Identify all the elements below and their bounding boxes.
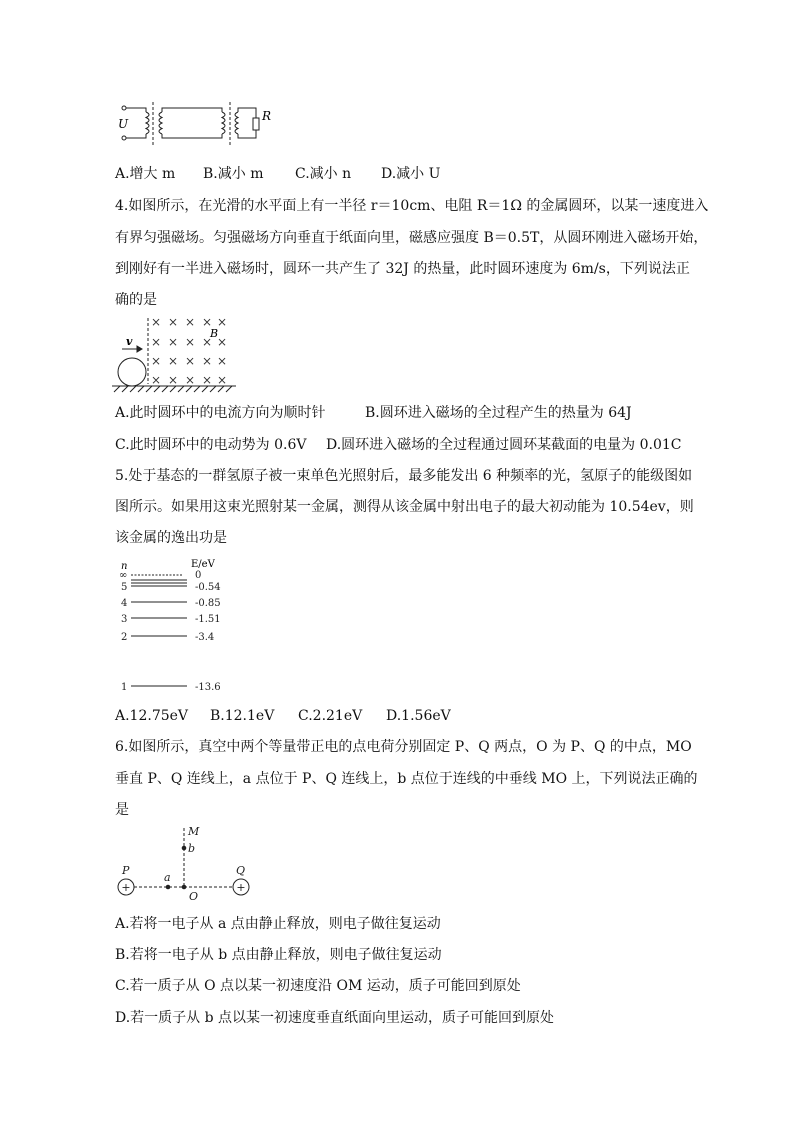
wire xyxy=(238,108,256,118)
wire xyxy=(126,108,146,112)
q4-option-d[interactable]: D.圆环进入磁场的全过程通过圆环某截面的电量为 0.01C xyxy=(326,437,682,453)
svg-text:×: × xyxy=(184,315,196,329)
plus-sign-p: + xyxy=(121,881,131,894)
svg-text:×: × xyxy=(216,335,228,349)
level-n-4: 4 xyxy=(121,598,128,609)
q5-stem-line: 图所示。如果用这束光照射某一金属，测得从该金属中射出电子的最大初动能为 10.54ev，则 xyxy=(115,499,694,515)
svg-text:×: × xyxy=(201,315,213,329)
plus-sign-q: + xyxy=(236,881,246,894)
arrowhead xyxy=(137,346,142,352)
q5-stem-line: 5.处于基态的一群氢原子被一束单色光照射后，最多能发出 6 种频率的光，氢原子的能级图如 xyxy=(115,468,693,484)
level-e-1: -13.6 xyxy=(195,682,221,693)
point-a xyxy=(166,885,171,890)
svg-text:×: × xyxy=(150,315,162,329)
point-o xyxy=(182,885,187,890)
q3-option-c[interactable]: C.减小 n xyxy=(295,166,352,182)
energy-level-diagram xyxy=(115,556,235,696)
q6-option-c[interactable]: C.若一质子从 O 点以某一初速度沿 OM 运动，质子可能回到原处 xyxy=(115,978,521,994)
terminal-top xyxy=(122,106,126,110)
svg-text:×: × xyxy=(216,354,228,368)
transformer-circuit-figure xyxy=(110,96,280,156)
q4-option-a[interactable]: A.此时圆环中的电流方向为顺时针 xyxy=(115,405,326,421)
svg-text:×: × xyxy=(216,315,228,329)
point-b xyxy=(182,846,187,851)
svg-text:×: × xyxy=(184,354,196,368)
level-e-5: -0.54 xyxy=(195,582,221,593)
field-crosses xyxy=(151,315,227,387)
q5-option-b[interactable]: B.12.1eV xyxy=(210,708,275,724)
q3-option-b[interactable]: B.减小 m xyxy=(203,166,264,182)
metal-ring xyxy=(118,358,146,386)
m-label: M xyxy=(188,825,200,838)
primary-coil-2 xyxy=(222,112,225,134)
wire xyxy=(162,108,222,112)
svg-text:×: × xyxy=(150,354,162,368)
svg-text:×: × xyxy=(167,373,179,387)
q6-stem-line: 是 xyxy=(115,802,129,818)
o-label: O xyxy=(189,890,199,903)
q5-option-c[interactable]: C.2.21eV xyxy=(298,708,363,724)
v-label: v xyxy=(126,335,133,348)
svg-text:×: × xyxy=(167,315,179,329)
q4-stem-line: 4.如图所示，在光滑的水平面上有一半径 r＝10cm、电阻 R＝1Ω 的金属圆环，以某一速度进入 xyxy=(115,198,709,214)
level-n-2: 2 xyxy=(121,632,128,643)
wire xyxy=(162,134,222,138)
level-n-5: 5 xyxy=(121,582,128,593)
q6-option-a[interactable]: A.若将一电子从 a 点由静止释放，则电子做往复运动 xyxy=(115,916,441,932)
q4-option-b[interactable]: B.圆环进入磁场的全过程产生的热量为 64J xyxy=(365,405,632,421)
q5-option-a[interactable]: A.12.75eV xyxy=(115,708,189,724)
level-n-inf: ∞ xyxy=(119,570,128,581)
svg-text:×: × xyxy=(201,354,213,368)
svg-text:×: × xyxy=(201,335,213,349)
n-header: n xyxy=(121,561,128,572)
q5-stem-line: 该金属的逸出功是 xyxy=(115,530,227,546)
q6-stem-line: 6.如图所示，真空中两个等量带正电的点电荷分别固定 P、Q 两点，O 为 P、Q 的中点，MO xyxy=(115,739,692,755)
secondary-coil-1 xyxy=(159,112,162,134)
b-label: B xyxy=(210,327,219,340)
q4-option-c[interactable]: C.此时圆环中的电动势为 0.6V xyxy=(115,437,307,453)
q4-stem-line: 有界匀强磁场。匀强磁场方向垂直于纸面向里，磁感应强度 B＝0.5T，从圆环刚进入磁场开始， xyxy=(115,230,708,246)
ring-magnetic-field-figure xyxy=(112,314,242,394)
r-label: R xyxy=(262,109,272,123)
wire xyxy=(238,130,256,138)
q-label: Q xyxy=(236,864,246,877)
q3-option-d[interactable]: D.减小 U xyxy=(381,166,441,182)
resistor xyxy=(253,118,259,130)
svg-text:×: × xyxy=(184,335,196,349)
q6-option-b[interactable]: B.若将一电子从 b 点由静止释放，则电子做往复运动 xyxy=(115,947,442,963)
level-e-3: -1.51 xyxy=(195,614,221,625)
b-label: b xyxy=(188,842,196,855)
secondary-coil-2 xyxy=(235,112,238,134)
q5-option-d[interactable]: D.1.56eV xyxy=(386,708,451,724)
svg-text:×: × xyxy=(167,354,179,368)
level-e-2: -3.4 xyxy=(195,632,215,643)
e-header: E/eV xyxy=(191,559,215,570)
level-e-4: -0.85 xyxy=(195,598,221,609)
q6-option-d[interactable]: D.若一质子从 b 点以某一初速度垂直纸面向里运动，质子可能回到原处 xyxy=(115,1010,555,1026)
svg-text:×: × xyxy=(167,335,179,349)
level-e-inf: 0 xyxy=(195,570,202,581)
point-charges-figure xyxy=(112,822,262,902)
q4-stem-line: 到刚好有一半进入磁场时，圆环一共产生了 32J 的热量，此时圆环速度为 6m/s，下列说法正 xyxy=(115,261,690,277)
svg-text:×: × xyxy=(184,373,196,387)
level-n-1: 1 xyxy=(121,682,128,693)
svg-text:×: × xyxy=(201,373,213,387)
terminal-bottom xyxy=(122,136,126,140)
q6-stem-line: 垂直 P、Q 连线上，a 点位于 P、Q 连线上，b 点位于连线的中垂线 MO 上，下列说法正确的 xyxy=(115,771,698,787)
svg-text:×: × xyxy=(150,373,162,387)
primary-coil-1 xyxy=(146,112,149,134)
svg-text:×: × xyxy=(150,335,162,349)
level-n-3: 3 xyxy=(121,614,128,625)
q3-option-a[interactable]: A.增大 m xyxy=(115,166,176,182)
u-label: U xyxy=(118,117,129,131)
wire xyxy=(126,134,146,138)
q4-stem-line: 确的是 xyxy=(115,292,157,308)
a-label: a xyxy=(164,871,171,884)
svg-text:×: × xyxy=(216,373,228,387)
p-label: P xyxy=(122,864,130,877)
